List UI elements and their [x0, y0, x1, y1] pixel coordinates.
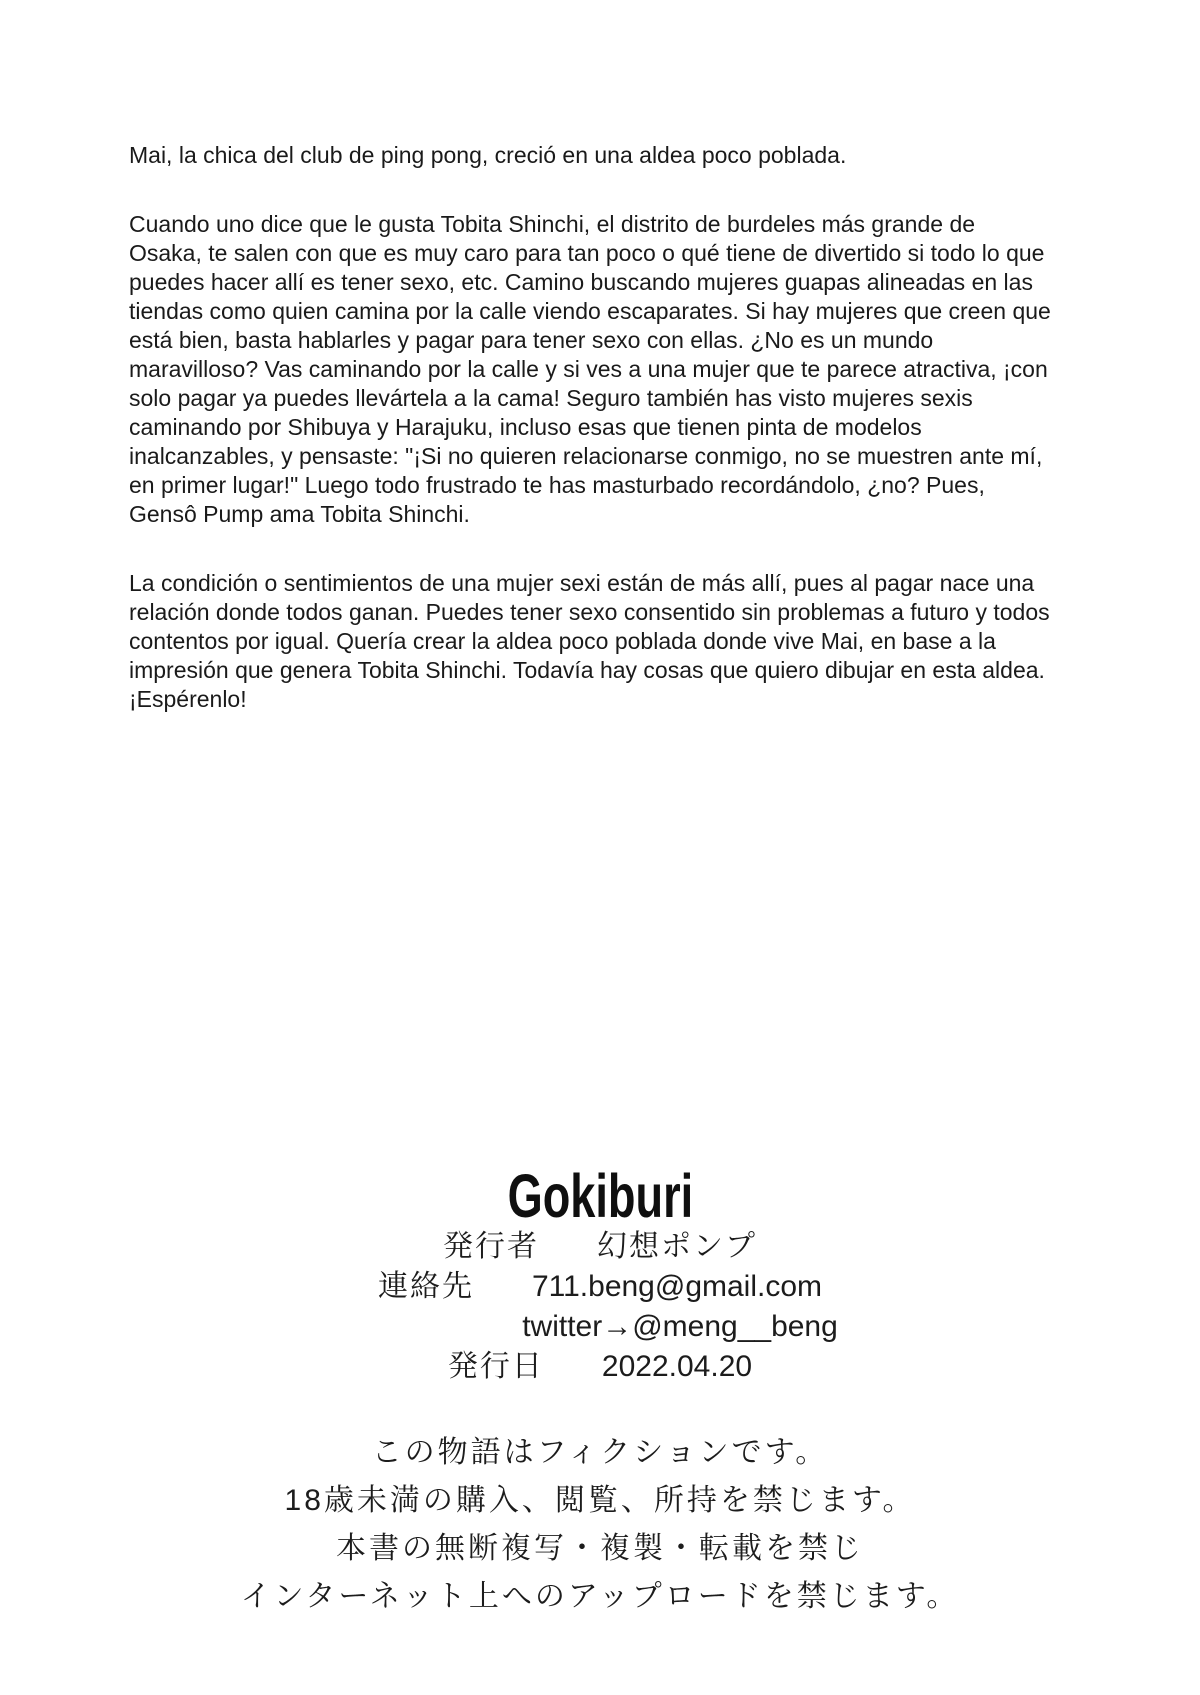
disclaimer-line-fiction: この物語はフィクションです。: [371, 1436, 829, 1469]
colophon-row-publish-date: [0, 1347, 1200, 1387]
publisher-label: 発行者: [443, 1230, 539, 1263]
disclaimer-line-no-copying: 本書の無断複写・複製・転載を禁じ: [336, 1532, 864, 1565]
colophon-row-twitter: [80, 1307, 1200, 1347]
gokiburi-logo-text: Gokiburi: [507, 1162, 693, 1230]
colophon-rows: [0, 1227, 1200, 1387]
disclaimer-line-age-restriction: 18歳未満の購入、閲覧、所持を禁じます。: [284, 1484, 916, 1517]
essay-text: [129, 141, 1054, 714]
disclaimer: [0, 1429, 1200, 1621]
essay-paragraph-2: Cuando uno dice que le gusta Tobita Shinchi, el distrito de burdeles más grande de Osaka, te salen con que es muy caro para tan poco o qué tiene de divertido si todo lo que puedes hacer allí es tener sexo, etc. Camino buscando mujeres guapas alineadas en las tiendas como quien camina por la calle viendo escaparates. Si hay mujeres que creen que está bien, basta hablarles y pagar para tener sexo con ellas. ¿No es un mundo maravilloso? Vas caminando por la calle y si ves a una mujer que te parece atractiva, ¡con solo pagar ya puedes llevártela a la cama! Seguro también has visto mujeres sexis caminando por Shibuya y Harajuku, incluso esas que tienen pinta de modelos inalcanzables, y pensaste: "¡Si no quieren relacionarse conmigo, no se muestren ante mí, en primer lugar!" Luego todo frustrado te has masturbado recordándolo, ¿no? Pues, Gensô Pump ama Tobita Shinchi.: [129, 211, 1051, 527]
publish-date-label: 発行日: [447, 1350, 544, 1383]
colophon-row-contact: [0, 1267, 1200, 1307]
colophon: [0, 1162, 1200, 1387]
contact-email-value: 711.beng@gmail.com: [531, 1270, 823, 1303]
twitter-handle-value: twitter→@meng__beng: [522, 1310, 838, 1343]
publish-date-value: 2022.04.20: [601, 1350, 753, 1383]
essay-paragraph-3: La condición o sentimientos de una mujer sexi están de más allí, pues al pagar nace una relación donde todos ganan. Puedes tener sexo consentido sin problemas a futuro y todos contentos por igual. Quería crear la aldea poco poblada donde vive Mai, en base a la impresión que genera Tobita Shinchi. Todavía hay cosas que quiero dibujar en esta aldea. ¡Espérenlo!: [129, 570, 1050, 712]
essay-paragraph-1: Mai, la chica del club de ping pong, creció en una aldea poco poblada.: [129, 142, 847, 168]
gokiburi-logo: [0, 1162, 1200, 1230]
publisher-value: 幻想ポンプ: [597, 1230, 757, 1263]
disclaimer-line-no-upload: インターネット上へのアップロードを禁じます。: [240, 1580, 960, 1613]
contact-label: 連絡先: [377, 1270, 474, 1303]
colophon-row-publisher: [0, 1227, 1200, 1267]
